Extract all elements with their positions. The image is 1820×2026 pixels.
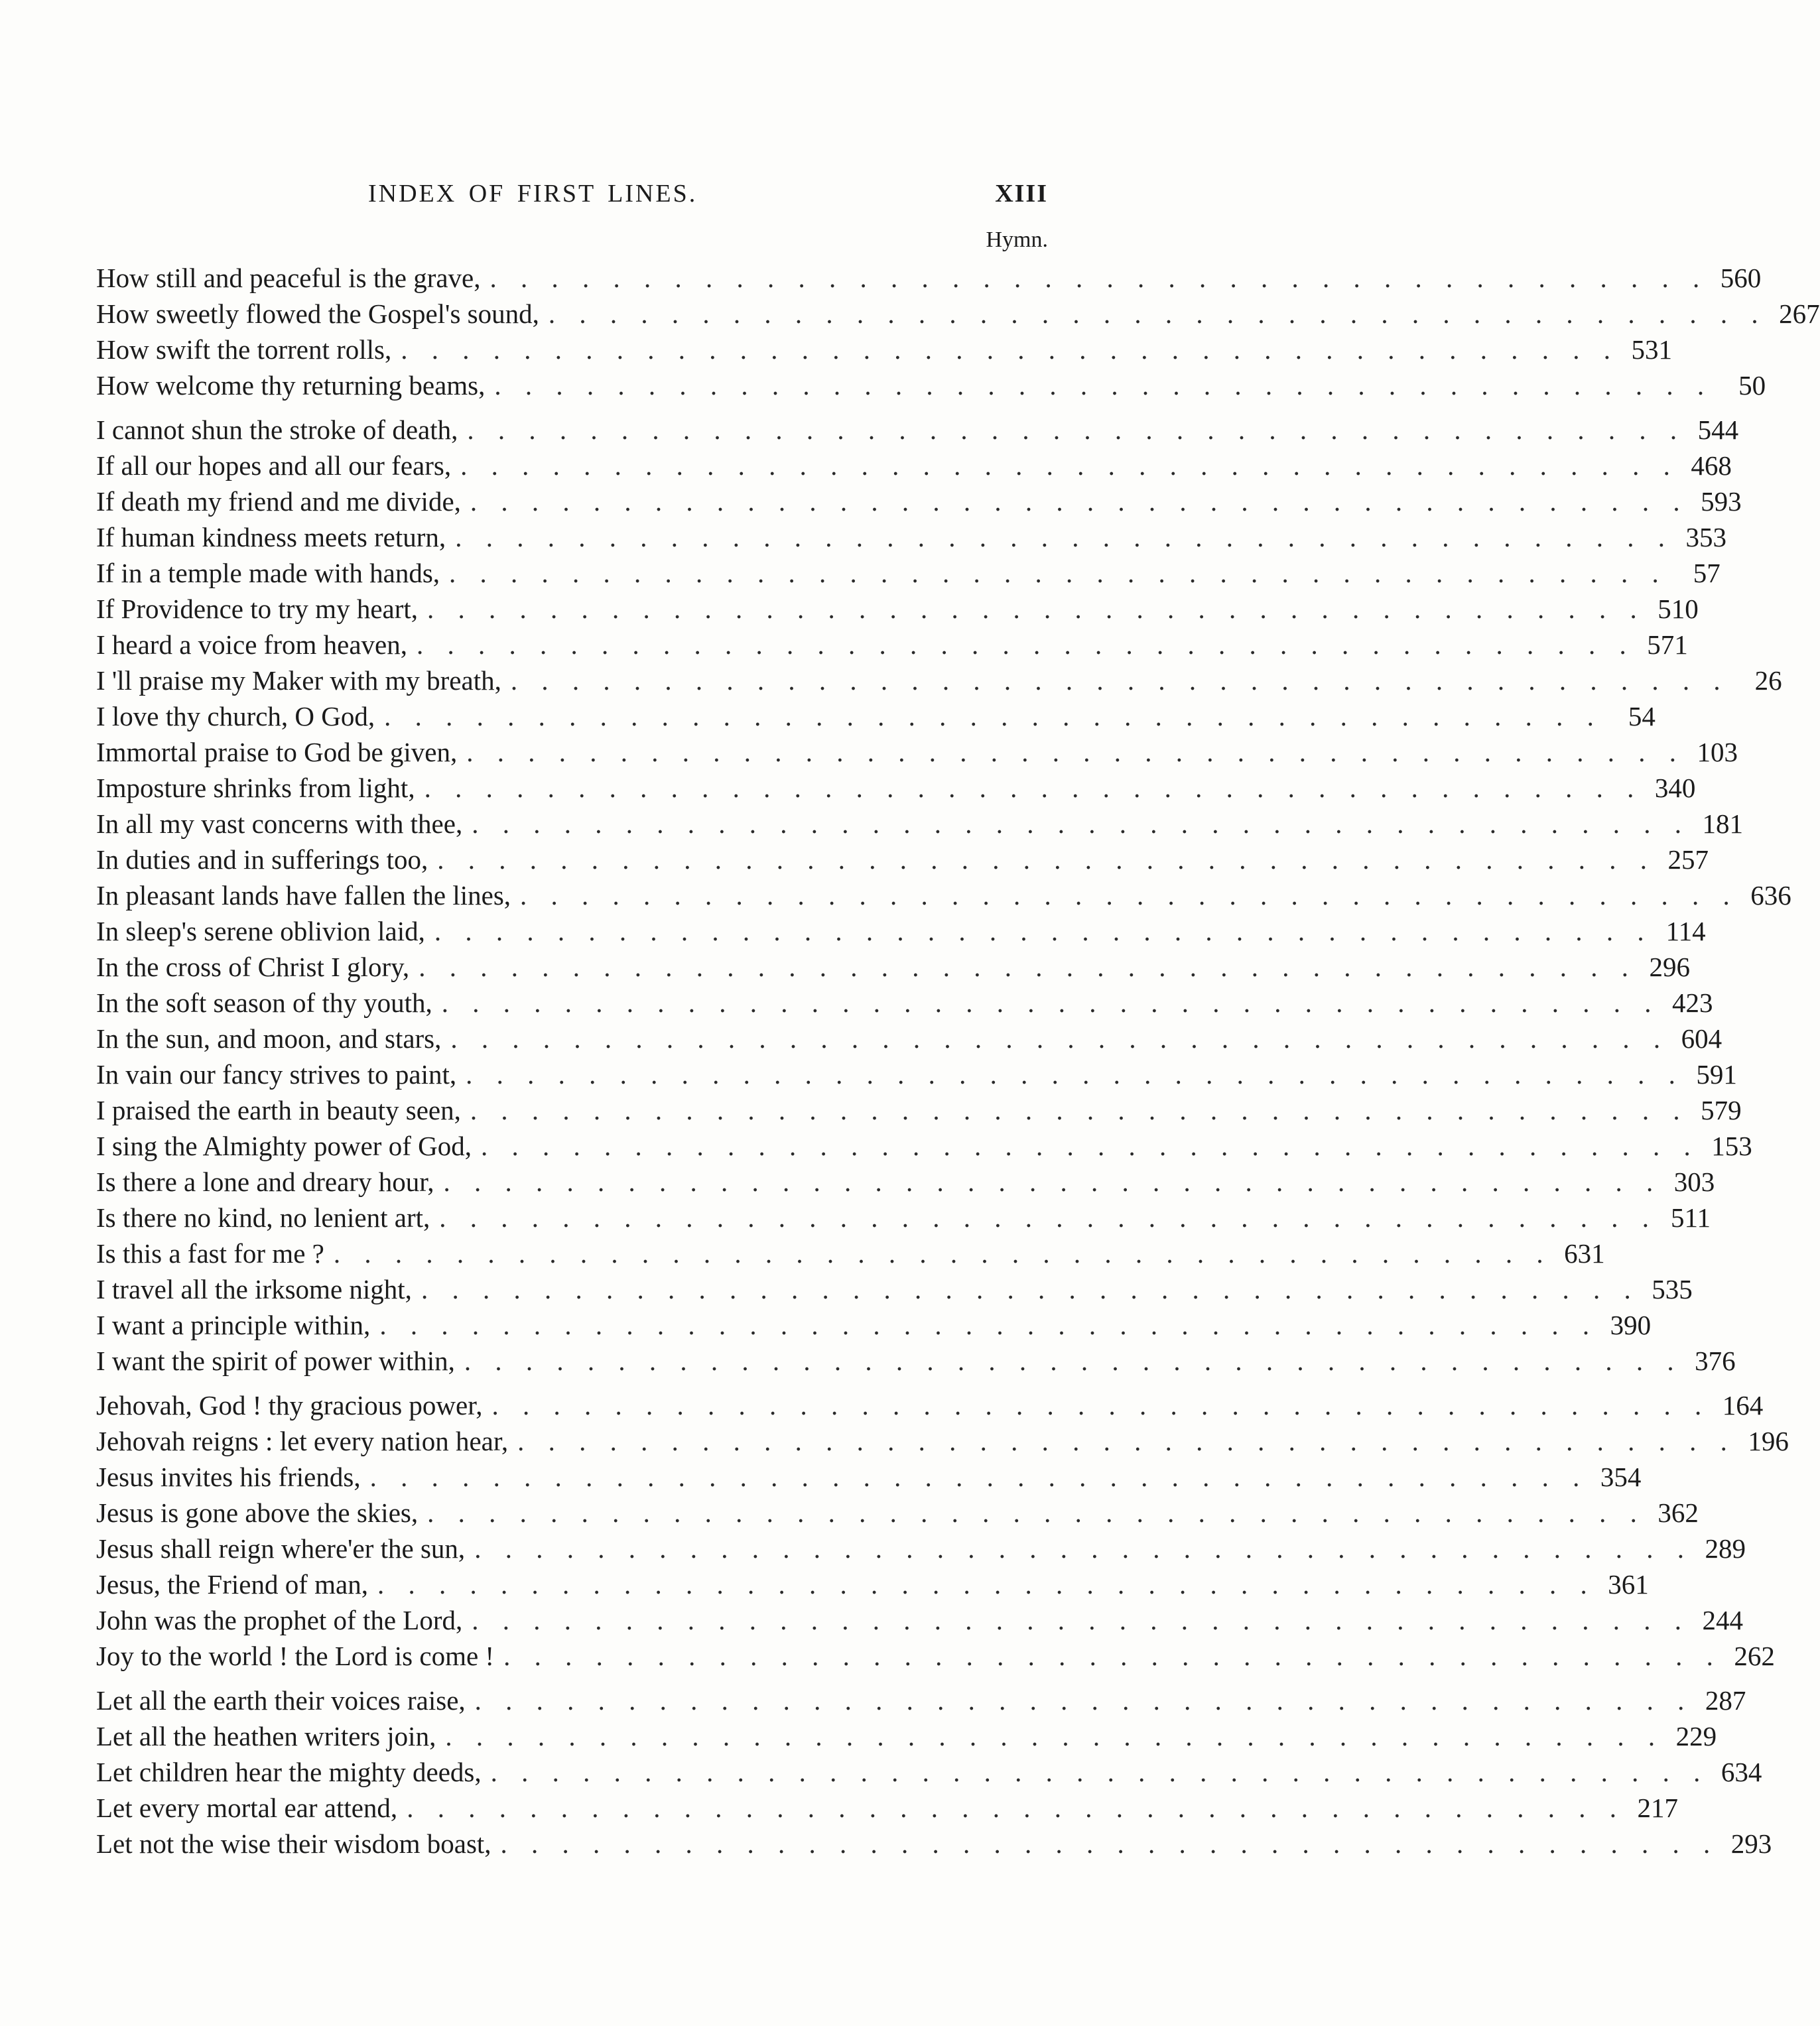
dot-leader: . . . . . . . . . . . . . . . . . . . . . . . . . . . . . . . . . . . . . . . . — [491, 1390, 1711, 1421]
dot-leader: . . . . . . . . . . . . . . . . . . . . . . . . . . . . . . . . . . . . . . . . — [494, 370, 1713, 401]
hymn-number: 103 — [1697, 737, 1738, 767]
hymn-number: 340 — [1654, 773, 1696, 803]
page-number: XIII — [995, 180, 1048, 208]
dot-leader: . . . . . . . . . . . . . . . . . . . . . . . . . . . . . . . . . . . . . . . . — [424, 773, 1643, 803]
dot-leader: . . . . . . . . . . . . . . . . . . . . . . . . . . . . . . . . . . . . . . . . — [470, 1095, 1689, 1125]
hymn-number: 303 — [1673, 1167, 1715, 1197]
index-entry — [96, 1423, 1789, 1459]
first-line-text: If death my friend and me divide, — [96, 486, 461, 517]
dot-leader: . . . . . . . . . . . . . . . . . . . . . . . . . . . . . . . . . . . . . . . . — [437, 844, 1656, 875]
dot-leader: . . . . . . . . . . . . . . . . . . . . . . . . . . . . . . . . . . . . . . . . — [474, 1685, 1693, 1716]
dot-leader: . . . . . . . . . . . . . . . . . . . . . . . . . . . . . . . . . . . . . . . . — [455, 522, 1673, 552]
first-line-text: Jesus, the Friend of man, — [96, 1569, 368, 1600]
dot-leader: . . . . . . . . . . . . . . . . . . . . . . . . . . . . . . . . . . . . . . . . — [490, 1757, 1709, 1787]
hymn-number: 50 — [1738, 370, 1766, 401]
first-line-text: I 'll praise my Maker with my breath, — [96, 665, 501, 696]
hymn-number: 296 — [1649, 952, 1690, 982]
hymn-number: 114 — [1665, 916, 1706, 946]
hymn-number: 535 — [1652, 1274, 1693, 1304]
hymn-number: 511 — [1671, 1202, 1711, 1233]
first-line-text: In pleasant lands have fallen the lines, — [96, 880, 511, 911]
hymn-number: 376 — [1695, 1346, 1736, 1376]
hymn-number: 164 — [1722, 1390, 1764, 1421]
index-entry — [96, 412, 1739, 448]
hymn-number: 636 — [1750, 880, 1791, 911]
index-entry — [96, 1235, 1605, 1271]
index-entry — [96, 1718, 1717, 1754]
first-line-text: John was the prophet of the Lord, — [96, 1605, 463, 1635]
dot-leader: . . . . . . . . . . . . . . . . . . . . . . . . . . . . . . . . . . . . . . . . — [472, 808, 1690, 839]
first-line-text: In the cross of Christ I glory, — [96, 952, 410, 982]
index-entry — [96, 519, 1726, 555]
hymn-number: 293 — [1730, 1828, 1772, 1859]
index-entry — [96, 663, 1782, 698]
hymn-number: 244 — [1702, 1605, 1743, 1635]
first-line-text: Jehovah reigns : let every nation hear, — [96, 1426, 509, 1456]
dot-leader: . . . . . . . . . . . . . . . . . . . . . . . . . . . . . . . . . . . . . . . . — [434, 916, 1653, 946]
dot-leader: . . . . . . . . . . . . . . . . . . . . . . . . . . . . . . . . . . . . . . . . — [449, 558, 1667, 588]
first-line-text: I sing the Almighty power of God, — [96, 1131, 472, 1161]
first-line-text: Is there no kind, no lenient art, — [96, 1202, 430, 1233]
index-entry — [96, 483, 1742, 519]
dot-leader: . . . . . . . . . . . . . . . . . . . . . . . . . . . . . . . . . . . . . . . . — [472, 1605, 1690, 1635]
index-entry — [96, 842, 1709, 877]
index-entry — [96, 1021, 1722, 1056]
hymn-number: 390 — [1610, 1310, 1652, 1340]
first-line-text: Let all the heathen writers join, — [96, 1721, 436, 1751]
index-entry — [96, 555, 1721, 591]
index-entry — [96, 1343, 1736, 1379]
dot-leader: . . . . . . . . . . . . . . . . . . . . . . . . . . . . . . . . . . . . . . . . — [369, 1462, 1589, 1492]
dot-leader: . . . . . . . . . . . . . . . . . . . . . . . . . . . . . . . . . . . . . . . . — [443, 1167, 1662, 1197]
hymn-number: 579 — [1701, 1095, 1742, 1125]
index-entry — [96, 1387, 1764, 1423]
first-line-text: Let all the earth their voices raise, — [96, 1685, 466, 1716]
hymn-column-label: Hymn. — [986, 227, 1048, 252]
hymn-number: 361 — [1608, 1569, 1649, 1600]
index-entry — [96, 1128, 1752, 1164]
index-entry — [96, 591, 1699, 627]
first-line-text: I heard a voice from heaven, — [96, 629, 407, 660]
dot-leader: . . . . . . . . . . . . . . . . . . . . . . . . . . . . . . . . . . . . . . . . — [377, 1569, 1596, 1600]
index-group — [96, 1387, 1789, 1674]
dot-leader: . . . . . . . . . . . . . . . . . . . . . . . . . . . . . . . . . . . . . . . . — [379, 1310, 1598, 1340]
first-line-text: In vain our fancy strives to paint, — [96, 1059, 457, 1090]
first-line-text: In sleep's serene oblivion laid, — [96, 916, 425, 946]
first-line-text: Jesus invites his friends, — [96, 1462, 361, 1492]
first-line-text: In all my vast concerns with thee, — [96, 808, 463, 839]
dot-leader: . . . . . . . . . . . . . . . . . . . . . . . . . . . . . . . . . . . . . . . . — [466, 737, 1685, 767]
first-line-text: How swift the torrent rolls, — [96, 334, 392, 365]
hymn-number: 257 — [1667, 844, 1709, 875]
hymn-number: 571 — [1647, 629, 1688, 660]
dot-leader: . . . . . . . . . . . . . . . . . . . . . . . . . . . . . . . . . . . . . . . . — [450, 1023, 1669, 1054]
index-entry — [96, 448, 1732, 483]
dot-leader: . . . . . . . . . . . . . . . . . . . . . . . . . . . . . . . . . . . . . . . . — [474, 1533, 1693, 1564]
index-entry — [96, 1164, 1715, 1200]
page-title: INDEX OF FIRST LINES. — [368, 180, 698, 208]
dot-leader: . . . . . . . . . . . . . . . . . . . . . . . . . . . . . . . . . . . . . . . . — [510, 665, 1729, 696]
index-entry — [96, 913, 1706, 949]
dot-leader: . . . . . . . . . . . . . . . . . . . . . . . . . . . . . . . . . . . . . . . . — [517, 1426, 1736, 1456]
index-entry — [96, 877, 1791, 913]
first-line-text: I praised the earth in beauty seen, — [96, 1095, 461, 1125]
hymn-number: 196 — [1748, 1426, 1789, 1456]
hymn-number: 54 — [1628, 701, 1656, 731]
first-line-text: In the sun, and moon, and stars, — [96, 1023, 442, 1054]
first-line-text: I want a principle within, — [96, 1310, 371, 1340]
hymn-number: 181 — [1702, 808, 1743, 839]
index-group — [96, 412, 1791, 1379]
first-line-text: Let every mortal ear attend, — [96, 1793, 398, 1823]
hymn-number: 604 — [1681, 1023, 1722, 1054]
first-line-text: I travel all the irksome night, — [96, 1274, 412, 1304]
first-line-text: Let not the wise their wisdom boast, — [96, 1828, 491, 1859]
dot-leader: . . . . . . . . . . . . . . . . . . . . . . . . . . . . . . . . . . . . . . . . — [480, 1131, 1699, 1161]
index-entry — [96, 332, 1672, 367]
dot-leader: . . . . . . . . . . . . . . . . . . . . . . . . . . . . . . . . . . . . . . . . — [466, 1059, 1684, 1090]
index-group — [96, 1682, 1772, 1862]
dot-leader: . . . . . . . . . . . . . . . . . . . . . . . . . . . . . . . . . . . . . . . . — [500, 1828, 1719, 1859]
index-entry — [96, 1638, 1775, 1674]
index-entry — [96, 1531, 1746, 1566]
dot-leader: . . . . . . . . . . . . . . . . . . . . . . . . . . . . . . . . . . . . . . . . — [427, 1497, 1646, 1528]
hymn-number: 262 — [1734, 1641, 1775, 1671]
index-group — [96, 260, 1820, 403]
index-entry — [96, 1682, 1746, 1718]
first-line-text: In the soft season of thy youth, — [96, 987, 432, 1018]
dot-leader: . . . . . . . . . . . . . . . . . . . . . . . . . . . . . . . . . . . . . . . . — [520, 880, 1738, 911]
hymn-number: 289 — [1705, 1533, 1746, 1564]
dot-leader: . . . . . . . . . . . . . . . . . . . . . . . . . . . . . . . . . . . . . . . . — [503, 1641, 1722, 1671]
hymn-number: 560 — [1720, 263, 1762, 293]
first-line-text: If human kindness meets return, — [96, 522, 446, 552]
index-entry — [96, 949, 1690, 985]
hymn-number: 353 — [1685, 522, 1726, 552]
first-line-text: How welcome thy returning beams, — [96, 370, 486, 401]
first-line-text: Jehovah, God ! thy gracious power, — [96, 1390, 483, 1421]
dot-leader: . . . . . . . . . . . . . . . . . . . . . . . . . . . . . . . . . . . . . . . . — [467, 414, 1686, 445]
dot-leader: . . . . . . . . . . . . . . . . . . . . . . . . . . . . . . . . . . . . . . . . — [419, 952, 1637, 982]
hymn-number: 229 — [1675, 1721, 1717, 1751]
dot-leader: . . . . . . . . . . . . . . . . . . . . . . . . . . . . . . . . . . . . . . . . — [441, 987, 1660, 1018]
index-entry — [96, 1092, 1742, 1128]
dot-leader: . . . . . . . . . . . . . . . . . . . . . . . . . . . . . . . . . . . . . . . . — [333, 1238, 1552, 1269]
index-entry — [96, 1200, 1711, 1235]
first-line-text: Is this a fast for me ? — [96, 1238, 324, 1269]
index-entry — [96, 770, 1696, 806]
hymn-number: 634 — [1721, 1757, 1762, 1787]
hymn-number: 57 — [1693, 558, 1721, 588]
first-line-text: If in a temple made with hands, — [96, 558, 440, 588]
dot-leader: . . . . . . . . . . . . . . . . . . . . . . . . . . . . . . . . . . . . . . . . — [416, 629, 1635, 660]
first-line-text: Jesus shall reign where'er the sun, — [96, 1533, 466, 1564]
first-line-text: Let children hear the mighty deeds, — [96, 1757, 482, 1787]
hymn-number: 267 — [1779, 298, 1820, 329]
hymn-number: 631 — [1564, 1238, 1605, 1269]
hymn-number: 531 — [1631, 334, 1672, 365]
dot-leader: . . . . . . . . . . . . . . . . . . . . . . . . . . . . . . . . . . . . . . . . — [427, 594, 1646, 624]
hymn-number: 544 — [1697, 414, 1739, 445]
index-entry — [96, 1459, 1642, 1495]
index-entry — [96, 1790, 1678, 1826]
dot-leader: . . . . . . . . . . . . . . . . . . . . . . . . . . . . . . . . . . . . . . . . — [407, 1793, 1625, 1823]
first-line-text: In duties and in sufferings too, — [96, 844, 428, 875]
hymn-number: 423 — [1671, 987, 1713, 1018]
index-entry — [96, 1826, 1772, 1862]
dot-leader: . . . . . . . . . . . . . . . . . . . . . . . . . . . . . . . . . . . . . . . . — [489, 263, 1709, 293]
hymn-number: 153 — [1711, 1131, 1752, 1161]
hymn-number: 510 — [1658, 594, 1699, 624]
first-line-text: How sweetly flowed the Gospel's sound, — [96, 298, 539, 329]
index-entry — [96, 1307, 1652, 1343]
running-head — [93, 179, 1048, 219]
first-line-text: I love thy church, O God, — [96, 701, 375, 731]
dot-leader: . . . . . . . . . . . . . . . . . . . . . . . . . . . . . . . . . . . . . . . . — [384, 701, 1602, 731]
hymn-number: 26 — [1754, 665, 1782, 696]
hymn-number: 362 — [1658, 1497, 1699, 1528]
first-line-text: If Providence to try my heart, — [96, 594, 419, 624]
first-line-text: Immortal praise to God be given, — [96, 737, 458, 767]
hymn-number: 591 — [1696, 1059, 1737, 1090]
index-entry — [96, 260, 1762, 296]
index-entries — [96, 260, 1820, 1862]
dot-leader: . . . . . . . . . . . . . . . . . . . . . . . . . . . . . . . . . . . . . . . . — [548, 298, 1767, 329]
hymn-number: 468 — [1691, 450, 1732, 481]
index-entry — [96, 698, 1656, 734]
index-entry — [96, 1754, 1762, 1790]
dot-leader: . . . . . . . . . . . . . . . . . . . . . . . . . . . . . . . . . . . . . . . . — [464, 1346, 1683, 1376]
index-entry — [96, 627, 1688, 663]
index-entry — [96, 1271, 1693, 1307]
first-line-text: Jesus is gone above the skies, — [96, 1497, 419, 1528]
dot-leader: . . . . . . . . . . . . . . . . . . . . . . . . . . . . . . . . . . . . . . . . — [421, 1274, 1640, 1304]
index-entry — [96, 296, 1820, 332]
dot-leader: . . . . . . . . . . . . . . . . . . . . . . . . . . . . . . . . . . . . . . . . — [439, 1202, 1658, 1233]
dot-leader: . . . . . . . . . . . . . . . . . . . . . . . . . . . . . . . . . . . . . . . . — [445, 1721, 1664, 1751]
first-line-text: I cannot shun the stroke of death, — [96, 414, 458, 445]
first-line-text: If all our hopes and all our fears, — [96, 450, 452, 481]
index-entry — [96, 1566, 1649, 1602]
hymn-number: 217 — [1637, 1793, 1678, 1823]
index-entry — [96, 1495, 1699, 1531]
dot-leader: . . . . . . . . . . . . . . . . . . . . . . . . . . . . . . . . . . . . . . . . — [460, 450, 1679, 481]
index-entry — [96, 367, 1766, 403]
first-line-text: Is there a lone and dreary hour, — [96, 1167, 434, 1197]
hymn-number: 287 — [1705, 1685, 1746, 1716]
index-entry — [96, 985, 1713, 1021]
first-line-text: I want the spirit of power within, — [96, 1346, 455, 1376]
index-entry — [96, 1056, 1737, 1092]
index-entry — [96, 734, 1738, 770]
dot-leader: . . . . . . . . . . . . . . . . . . . . . . . . . . . . . . . . . . . . . . . . — [401, 334, 1619, 365]
first-line-text: How still and peaceful is the grave, — [96, 263, 481, 293]
first-line-text: Imposture shrinks from light, — [96, 773, 415, 803]
dot-leader: . . . . . . . . . . . . . . . . . . . . . . . . . . . . . . . . . . . . . . . . — [470, 486, 1689, 517]
hymn-number: 593 — [1701, 486, 1742, 517]
index-entry — [96, 1602, 1743, 1638]
first-line-text: Joy to the world ! the Lord is come ! — [96, 1641, 495, 1671]
hymn-number: 354 — [1600, 1462, 1642, 1492]
index-entry — [96, 806, 1743, 842]
